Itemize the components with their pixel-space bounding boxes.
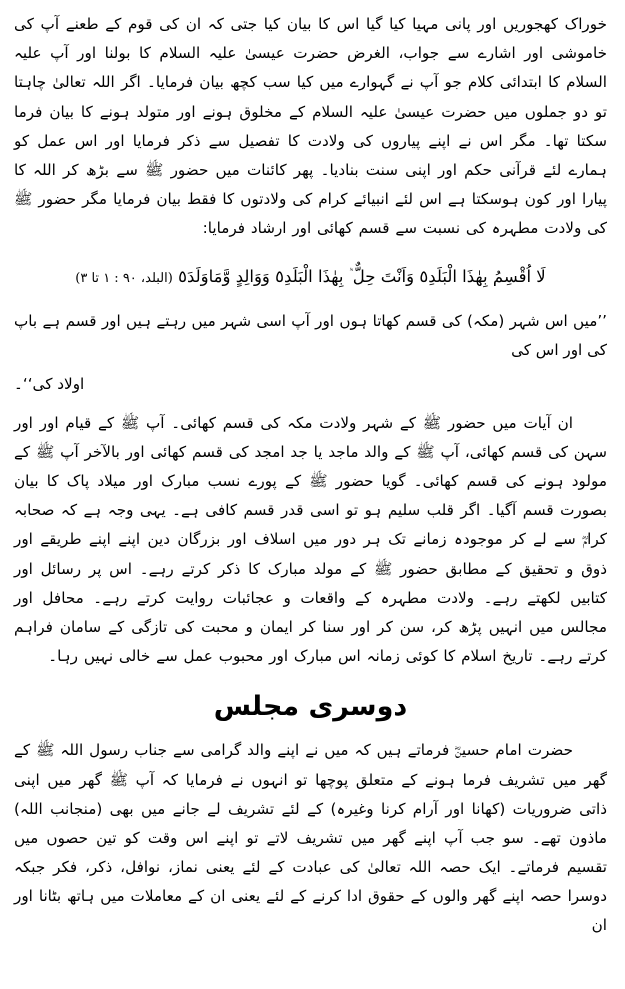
translation-line-1: ’’میں اس شہر (مکہ) کی قسم کھاتا ہوں اور آپ اسی شہر میں رہتے ہیں اور قسم ہے باپ کی اور اس کی — [14, 311, 607, 360]
arabic-verse-text: لَا اُقْسِمُ بِهٰذَا الْبَلَدِ٥ وَاَنْتَ حِلٌّ ٞ بِهٰذَا الْبَلَدِ٥ وَوَالِدٍ وَّمَاوَلَدَ٥ — [178, 266, 546, 286]
section-heading: دوسری مجلس — [213, 691, 408, 723]
arabic-verse — [14, 260, 607, 293]
paragraph-3: حضرت امام حسینؓ فرماتے ہیں کہ میں نے اپنے والد گرامی سے جناب رسول اللہ ﷺ کے گھر میں تشریف فرما ہونے کے متعلق پوچھا تو انہوں نے فرمایا کہ آپ ﷺ گھر میں اپنی ذاتی ضروریات (کھانا اور آرام کرنا وغیرہ) کے لئے تشریف لے جانے میں بھی (منجانب اللہ) ماذون تھے۔ سو جب آپ اپنے گھر میں تشریف لاتے تو اپنے اس وقت کو تین حصوں میں تقسیم فرماتے۔ ایک حصہ اللہ تعالیٰ کی عبادت کے لئے یعنی نماز، نوافل، ذکر، فکر جبکہ دوسرا حصہ اپنے گھر والوں کے حقوق ادا کرنے کے لئے یعنی ان کے معاملات میں ہاتھ بٹانا اور ان — [14, 741, 607, 935]
paragraph-2: ان آیات میں حضور ﷺ کے شہر ولادت مکہ کی قسم کھائی۔ آپ ﷺ کے قیام اور اور سہن کی قسم کھائی، آپ ﷺ کے والد ماجد یا جد امجد کی قسم کھائی اور بالآخر آپ ﷺ کے مولود ہونے کی قسم کھائی۔ گویا حضور ﷺ کے پورے نسب مبارک اور میلاد پاک کا بیان بصورت قسم آگیا۔ اگر قلب سلیم ہو تو اسی قدر قسم کافی ہے۔ یہی وجہ ہے کہ صحابہ کرامؓ سے لے کر موجودہ زمانے تک ہر دور میں اسلاف اور بزرگان دین اپنے اپنے طریقے اور ذوق و تحقیق کے مطابق حضور ﷺ کے مولد مبارک کا ذکر کرتے رہے۔ اس پر رسائل اور کتابیں لکھتے رہے۔ ولادت مطہرہ کے واقعات و عجائبات روایت کرتے رہے۔ محافل اور مجالس میں انہیں پڑھ کر، سن کر اور سنا کر ایمان و محبت کی تازگی کے سامان فراہم کرتے رہے۔ تاریخ اسلام کا کوئی زمانہ اس مبارک اور محبوب عمل سے خالی نہیں رہا۔ — [14, 413, 607, 666]
translation-line-2: اولاد کی‘‘۔ — [14, 374, 85, 393]
arabic-verse-reference: (البلد، ٩٠ : ١ تا ٣) — [75, 270, 173, 286]
paragraph-1: خوراک کھجوریں اور پانی مہیا کیا گیا اس کا بیان کیا جتی کہ ان کی قوم کے طعنے آپ کی خاموشی اور اشارے سے جواب، الغرض حضرت عیسیٰ علیہ السلام کا بولنا اور آپ علیہ السلام کا ابتدائی کلام جو آپ نے گہوارے میں کیا سب کچھ بیان فرمایا۔ اگر اللہ تعالیٰ چاہتا تو دو جملوں میں حضرت عیسیٰ علیہ السلام کے مخلوق ہونے اور متولد ہونے کا بیان فرما سکتا تھا۔ مگر اس نے اپنے پیاروں کی ولادت کا تفصیل سے ذکر فرمایا اور اس عمل کو ہمارے لئے قرآنی حکم اور اپنی سنت بنادیا۔ پھر کائنات میں حضور ﷺ سے بڑھ کر اللہ کا پیارا اور کون ہوسکتا ہے اس لئے انبیائے کرام کی ولادتوں کا فقط بیان فرمایا مگر حضور ﷺ کی ولادت مطہرہ کی نسبت سے قسم کھائی اور ارشاد فرمایا: — [14, 15, 607, 238]
